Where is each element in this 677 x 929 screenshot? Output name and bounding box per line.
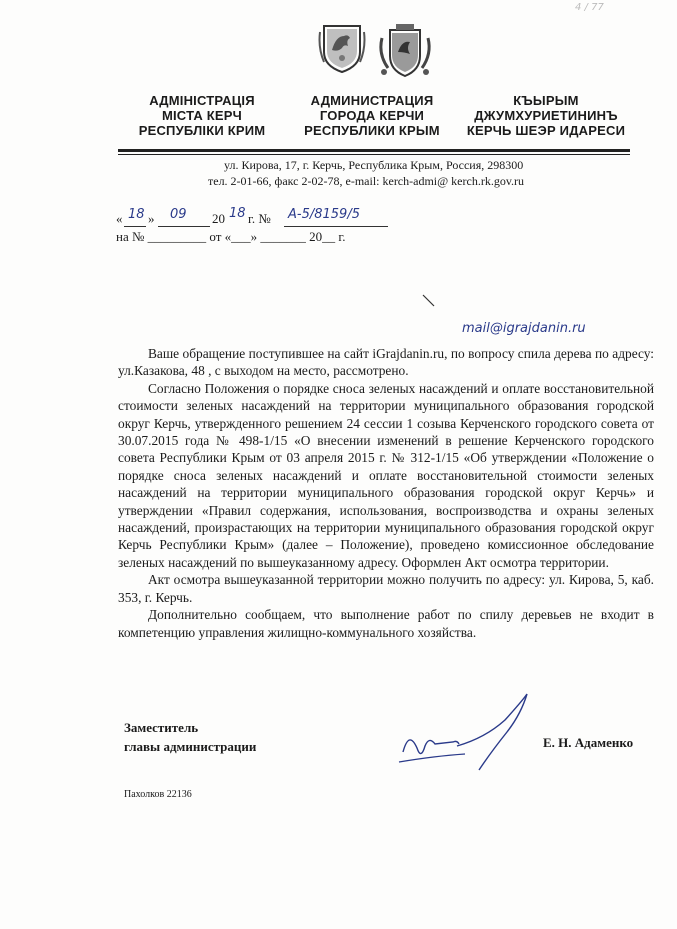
header-ukrainian: АДМІНІСТРАЦІЯ МІСТА КЕРЧ РЕСПУБЛІКИ КРИМ bbox=[138, 93, 266, 138]
year-suffix: 18 bbox=[229, 206, 246, 221]
handwritten-email-note: mail@igrajdanin.ru bbox=[462, 321, 586, 336]
header-rule-thick bbox=[118, 149, 630, 152]
header-crimean-tatar: КЪЫРЫМ ДЖУМХУРИЕТИНИНЪ КЕРЧЬ ШЕЭР ИДАРЕСИ bbox=[466, 93, 626, 138]
contacts-line: тел. 2-01-66, факс 2-02-78, e-mail: kerch-admi@ kerch.rk.gov.ru bbox=[208, 174, 525, 188]
date-close-quote: » bbox=[148, 211, 155, 226]
outgoing-number: А-5/8159/5 bbox=[288, 207, 360, 222]
date-month: 09 bbox=[170, 207, 187, 222]
signatory-title: Заместитель главы администрации bbox=[124, 720, 257, 754]
paragraph-3: Акт осмотра вышеуказанной территории можно получить по адресу: ул. Кирова, 5, каб. 353, г. Керчь. bbox=[118, 572, 654, 605]
signatory-name: Е. Н. Адаменко bbox=[543, 735, 634, 750]
crimea-emblem-icon bbox=[318, 22, 366, 74]
corner-note: 4 / 77 bbox=[575, 2, 604, 13]
address-line: ул. Кирова, 17, г. Керчь, Республика Крым, Россия, 298300 bbox=[224, 158, 524, 172]
pen-mark bbox=[422, 294, 436, 308]
header-russian: АДМИНИСТРАЦИЯ ГОРОДА КЕРЧИ РЕСПУБЛИКИ КРЫМ bbox=[304, 93, 440, 138]
year-prefix: 20 bbox=[212, 211, 225, 226]
date-day: 18 bbox=[128, 207, 145, 222]
handwritten-signature bbox=[395, 690, 545, 780]
paragraph-2: Согласно Положения о порядке сноса зеленых насаждений и оплате восстановительной стоимости зеленых насаждений на территории муниципального образования городской округ Керчь, утвержденного решением 24 сессии 1 созыва Керченского городского совета от 30.07.2015 года № 498-1/15 «О внесении изменений в решение Керченского городского совета Республики Крым от 03 апреля 2015 г. № 312-1/15 «Об утверждении «Положение о порядке сноса зеленых насаждений и оплате восстановительной стоимости зеленых насаждений на территории муниципального образования городской округ Керчь» и утверждении «Правил содержания, использования, воспроизводства и охраны зеленых насаждений, произрастающих на территории муниципального образования городской округ Керчь Республики Крым» (далее – Положение), проведено комиссионное обследование зеленых насаждений по вышеуказанному адресу. Оформлен Акт осмотра территории. bbox=[118, 380, 654, 570]
paragraph-1: Ваше обращение поступившее на сайт iGrajdanin.ru, по вопросу спила дерева по адресу: ул.Казакова, 48 , с выходом на место, рассмотрено. bbox=[118, 346, 654, 379]
kerch-emblem-icon bbox=[376, 22, 434, 80]
date-open-quote: « bbox=[116, 211, 123, 226]
header-rule-thin bbox=[118, 154, 630, 155]
number-underline bbox=[284, 226, 388, 227]
date-day-underline bbox=[124, 226, 146, 227]
paragraph-4: Дополнительно сообщаем, что выполнение работ по спилу деревьев не входит в компетенцию управления жилищно-коммунального хозяйства. bbox=[118, 607, 654, 640]
reply-reference-line: на № _________ от «___» _______ 20__ г. bbox=[116, 229, 346, 244]
date-month-underline bbox=[158, 226, 210, 227]
executor-note: Пахолков 22136 bbox=[124, 789, 192, 800]
year-label: г. № bbox=[248, 211, 271, 226]
letter-body bbox=[118, 345, 654, 641]
